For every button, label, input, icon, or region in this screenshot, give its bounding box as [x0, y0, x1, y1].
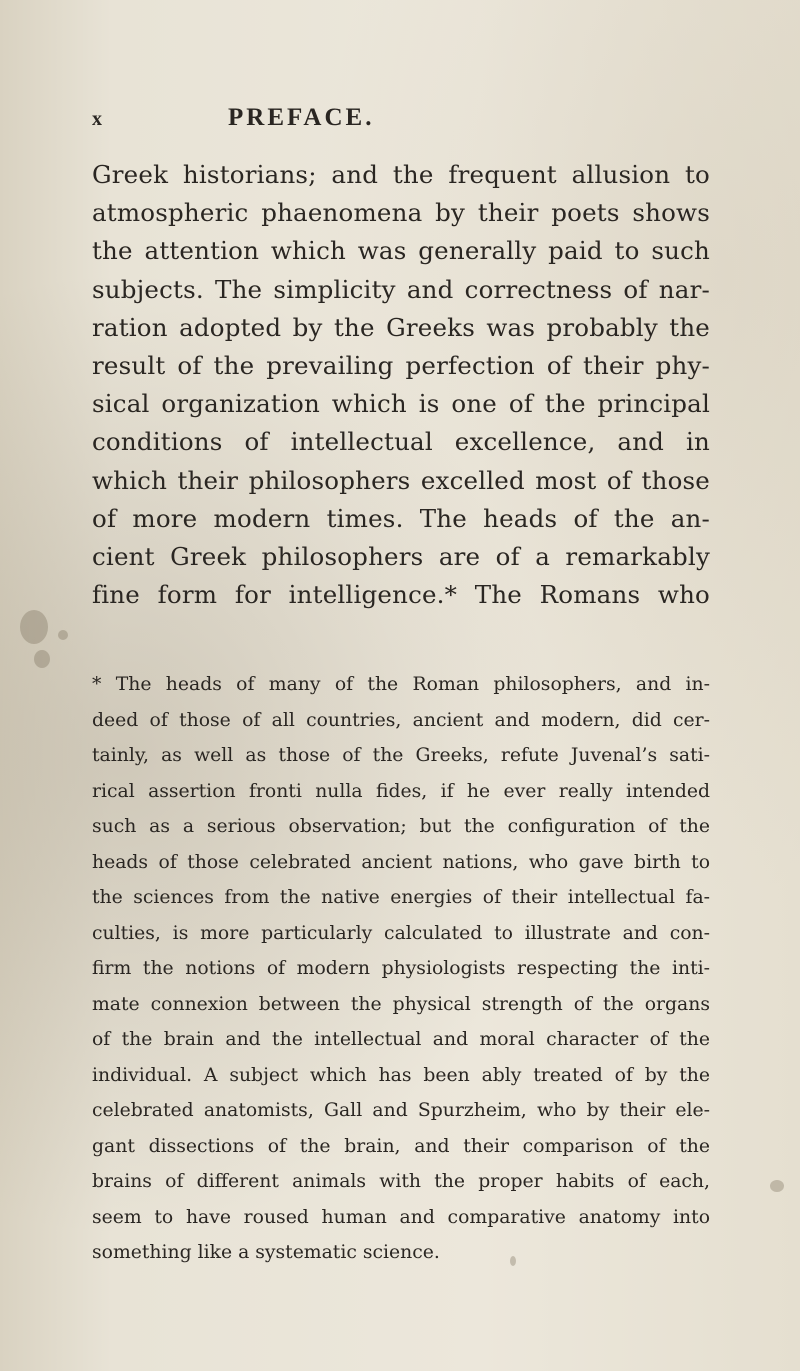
footnote-line: heads of those celebrated ancient nations, who gave birth to: [92, 851, 710, 873]
footnote-line: tainly, as well as those of the Greeks, refute Juvenal’s sati-: [92, 745, 710, 766]
footnote-line: brains of different animals with the proper habits of each,: [92, 1171, 710, 1192]
body-line: sical organization which is one of the principal: [92, 389, 710, 419]
footnote-line: seem to have roused human and comparative anatomy into: [92, 1206, 710, 1228]
body-line: Greek historians; and the frequent allusion to: [92, 160, 710, 189]
body-line: conditions of intellectual excellence, and in: [92, 427, 710, 457]
body-line: result of the prevailing perfection of their phy-: [92, 350, 710, 380]
footnote-line: gant dissections of the brain, and their comparison of the: [92, 1135, 710, 1157]
body-line: the attention which was generally paid to such: [92, 236, 710, 266]
foxing-stain: [34, 650, 50, 668]
footnote-line: rical assertion fronti nulla fides, if he ever really intended: [92, 780, 710, 802]
footnote-line: such as a serious observation; but the configuration of the: [92, 816, 710, 837]
body-line: atmospheric phaenomena by their poets shows: [92, 198, 710, 228]
footnote-line: of the brain and the intellectual and moral character of the: [92, 1029, 710, 1050]
foxing-stain: [58, 630, 68, 640]
body-line: cient Greek philosophers are of a remarkably: [92, 541, 710, 571]
body-line: fine form for intelligence.* The Romans who: [92, 580, 710, 610]
footnote: [92, 667, 710, 1271]
footnote-line: firm the notions of modern physiologists respecting the inti-: [92, 958, 710, 979]
footnote-line: the sciences from the native energies of their intellectual fa-: [92, 887, 710, 908]
body-line: subjects. The simplicity and correctness of nar-: [92, 274, 710, 304]
footnote-line: mate connexion between the physical strength of the organs: [92, 993, 710, 1015]
footnote-line: deed of those of all countries, ancient and modern, did cer-: [92, 709, 710, 731]
footnote-line: individual. A subject which has been ably treated of by the: [92, 1064, 710, 1086]
footnote-line: celebrated anatomists, Gall and Spurzheim, who by their ele-: [92, 1100, 710, 1121]
body-line: ration adopted by the Greeks was probably the: [92, 312, 710, 342]
body-line: of more modern times. The heads of the an-: [92, 503, 710, 533]
footnote-line: something like a systematic science.: [92, 1242, 440, 1263]
footnote-line: culties, is more particularly calculated to illustrate and con-: [92, 922, 710, 944]
footnote-line: * The heads of many of the Roman philosophers, and in-: [92, 674, 710, 695]
foxing-stain: [20, 610, 48, 644]
body-line: which their philosophers excelled most of those: [92, 465, 710, 495]
foxing-stain: [770, 1180, 784, 1192]
body-text: [92, 156, 710, 614]
page-header: [92, 104, 692, 144]
page-number: x: [92, 108, 103, 130]
running-head: PREFACE.: [228, 104, 375, 131]
